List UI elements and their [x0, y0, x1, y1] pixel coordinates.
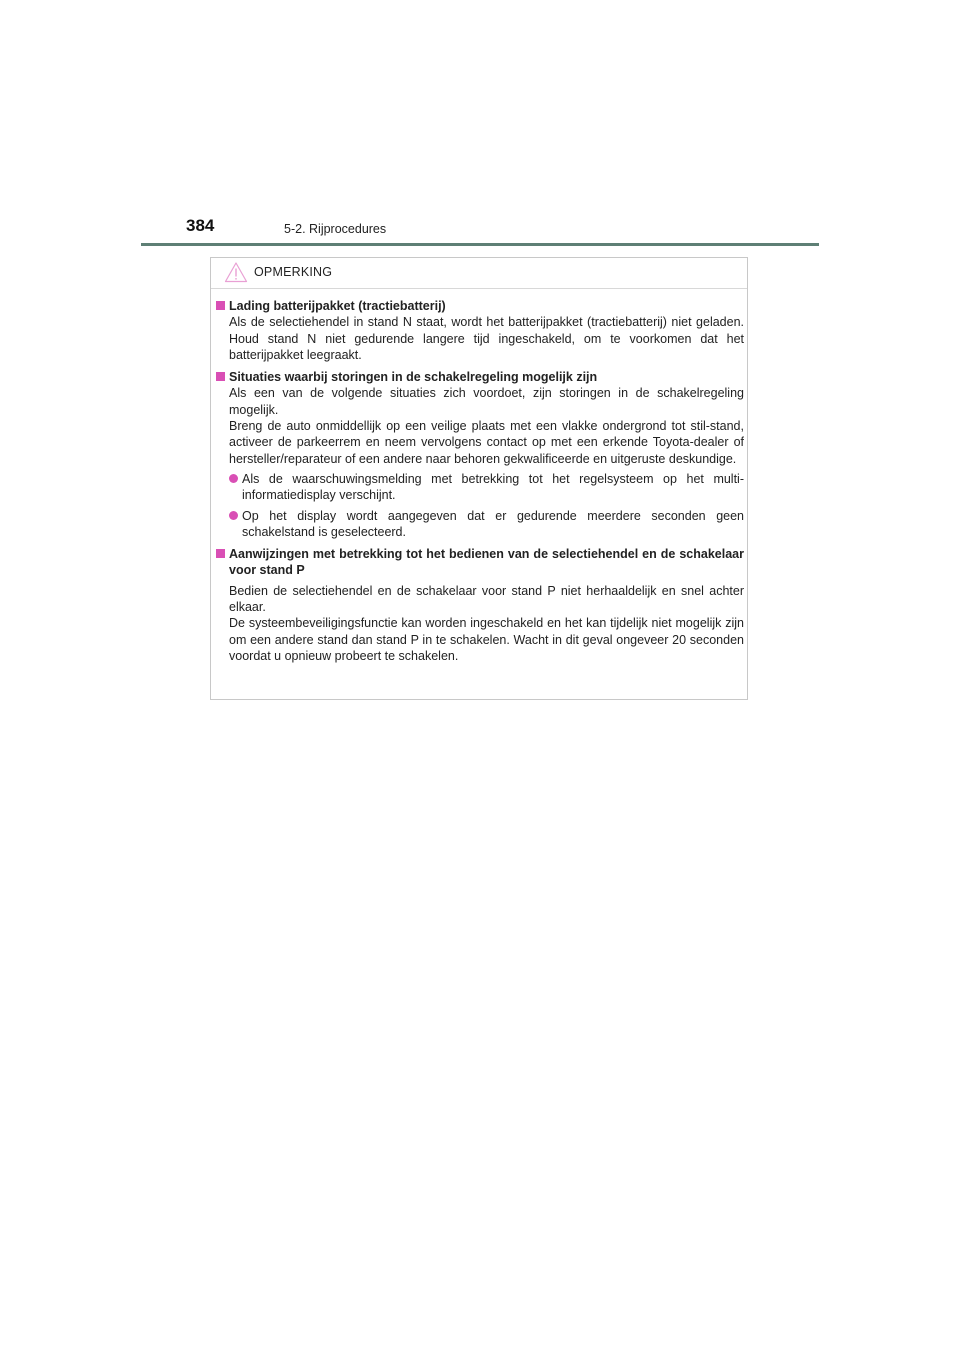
item-title: Aanwijzingen met betrekking tot het bedienen van de selectiehendel en de schakelaar voor stand P: [229, 547, 744, 578]
item-paragraph: Als een van de volgende situaties zich voordoet, zijn storingen in de schakelregeling mogelijk.: [229, 386, 744, 417]
item-title: Situaties waarbij storingen in de schakelregeling mogelijk zijn: [229, 370, 598, 385]
notice-item: [216, 298, 744, 363]
notice-box: [210, 257, 748, 700]
round-bullet-icon: [229, 511, 238, 520]
item-paragraph: Als de selectiehendel in stand N staat, wordt het batterijpakket (tractiebatterij) niet geladen. Houd stand N niet gedurende langere tijd ingeschakeld, om te voorkomen dat het batterijpakket leegraakt.: [229, 315, 744, 362]
item-title: Lading batterijpakket (tractiebatterij): [229, 299, 446, 313]
notice-header: [211, 258, 747, 289]
notice-body: [216, 298, 744, 666]
list-item: [229, 471, 744, 504]
notice-item: [216, 546, 744, 664]
square-bullet-icon: [216, 301, 225, 310]
notice-item: [216, 369, 744, 540]
list-item-text: Op het display wordt aangegeven dat er gedurende meerdere seconden geen schakelstand is geselecteerd.: [242, 508, 744, 539]
page-number: 384: [186, 216, 215, 235]
item-paragraph: Bedien de selectiehendel en de schakelaar voor stand P niet herhaaldelijk en snel achter elkaar.: [229, 583, 744, 615]
item-paragraph: Breng de auto onmiddellijk op een veilige plaats met een vlakke ondergrond tot stil-stand, activeer de parkeerrem en neem vervolgens contact op met een erkende Toyota-dealer of hersteller/reparateur of een andere naar behoren gekwalificeerde en uitgeruste deskundige.: [229, 419, 744, 466]
notice-label: OPMERKING: [254, 265, 333, 279]
list-item-text: Als de waarschuwingsmelding met betrekking tot het regelsysteem op het multi-informatiedisplay verschijnt.: [242, 471, 744, 503]
square-bullet-icon: [216, 549, 225, 558]
item-paragraph: De systeembeveiligingsfunctie kan worden ingeschakeld en het kan tijdelijk niet mogelijk zijn om een andere stand dan stand P in te schakelen. Wacht in dit geval ongeveer 20 seconden voordat u opnieuw probeert te schakelen.: [229, 616, 744, 663]
round-bullet-icon: [229, 474, 238, 483]
list-item: [229, 508, 744, 541]
warning-triangle-icon: [224, 261, 248, 288]
square-bullet-icon: [216, 372, 225, 381]
header-divider: [141, 243, 819, 246]
section-title: 5-2. Rijprocedures: [284, 222, 387, 236]
